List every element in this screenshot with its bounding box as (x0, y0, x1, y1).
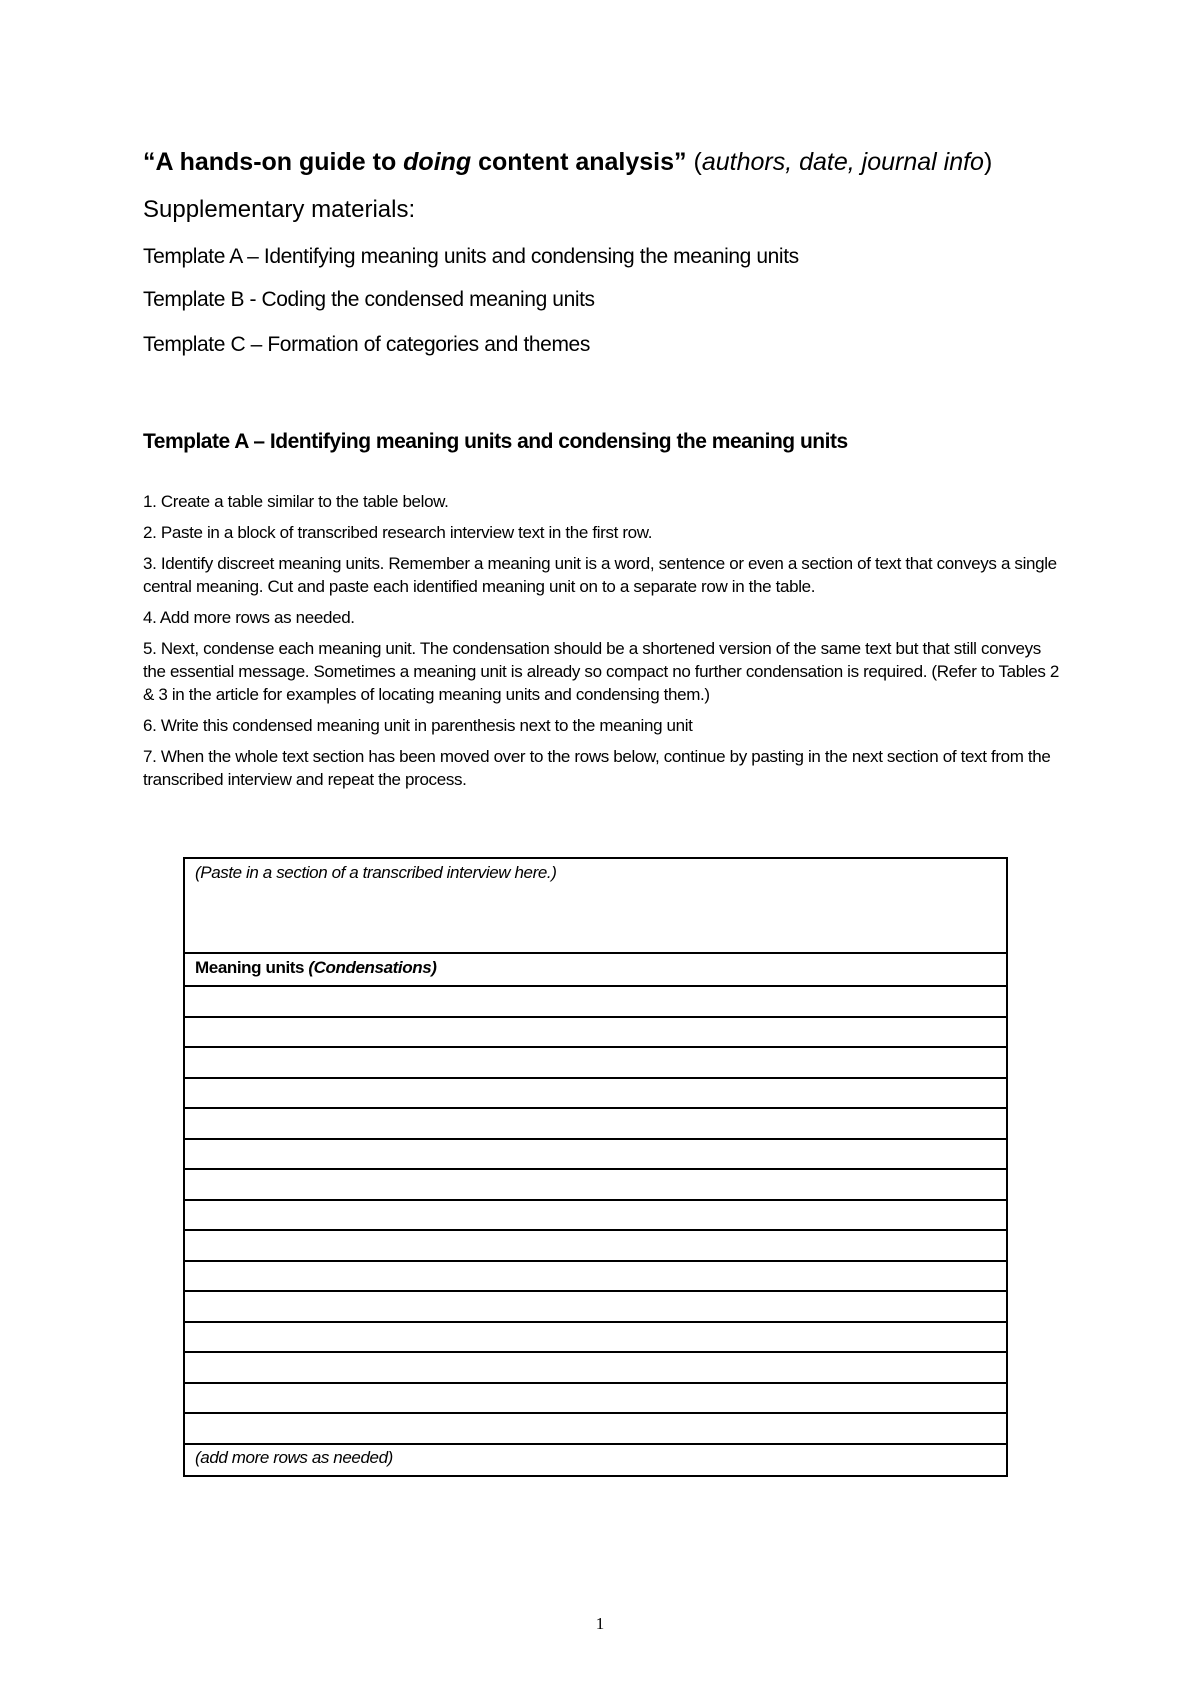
step-item: 6. Write this condensed meaning unit in parenthesis next to the meaning unit (143, 716, 693, 735)
section-heading: Template A – Identifying meaning units and condensing the meaning units (143, 430, 848, 453)
title-suffix: content analysis” (471, 148, 687, 176)
page-number: 1 (595, 1614, 605, 1633)
table-row[interactable] (185, 1048, 1006, 1079)
citation-close: ) (983, 148, 993, 176)
step-item: 2. Paste in a block of transcribed research interview text in the first row. (143, 523, 653, 542)
table-footer-note: (add more rows as needed) (195, 1447, 393, 1467)
table-header (185, 954, 1006, 987)
table-row[interactable] (185, 1262, 1006, 1293)
table-row[interactable] (185, 1353, 1006, 1384)
citation: authors, date, journal info (701, 148, 984, 176)
title-emphasis: doing (403, 148, 472, 176)
table-row[interactable] (185, 1140, 1006, 1171)
step-item: 3. Identify discreet meaning units. Remember a meaning unit is a word, sentence or even a section of text that conveys a single central meaning. Cut and paste each identified meaning unit on to a separate row in the table. (143, 554, 1057, 596)
table-row[interactable] (185, 1018, 1006, 1049)
citation-open: ( (686, 148, 702, 176)
step-item: 7. When the whole text section has been moved over to the rows below, continue by pasting in the next section of text from the transcribed interview and repeat the process. (143, 747, 1051, 789)
table-row[interactable] (185, 1414, 1006, 1445)
header-label: Meaning units (195, 958, 309, 977)
table-row[interactable] (185, 1384, 1006, 1415)
document-title (143, 148, 992, 177)
table-row[interactable] (185, 1292, 1006, 1323)
paste-cell[interactable]: (Paste in a section of a transcribed interview here.) (185, 859, 1006, 954)
title-prefix: “A hands-on guide to (143, 148, 404, 176)
table-row[interactable] (185, 1323, 1006, 1354)
contents-item-template-a: Template A – Identifying meaning units and condensing the meaning units (143, 245, 799, 268)
blank-rows (185, 987, 1006, 1445)
header-emphasis: (Condensations) (308, 958, 437, 977)
step-item: 1. Create a table similar to the table below. (143, 492, 449, 511)
table-row[interactable] (185, 1109, 1006, 1140)
contents-item-template-c: Template C – Formation of categories and themes (143, 333, 590, 356)
contents-item-template-b: Template B - Coding the condensed meaning units (143, 288, 595, 311)
template-table (183, 857, 1008, 1477)
table-row[interactable] (185, 1170, 1006, 1201)
supplementary-label: Supplementary materials: (143, 196, 416, 223)
step-item: 5. Next, condense each meaning unit. The condensation should be a shortened version of the same text but that still conveys the essential message. Sometimes a meaning unit is already so compact no further condensation is required. (Refer to Tables 2 & 3 in the article for examples of locating meaning units and condensing them.) (143, 639, 1060, 704)
table-row[interactable] (185, 987, 1006, 1018)
table-row[interactable] (185, 1231, 1006, 1262)
table-row[interactable] (185, 1079, 1006, 1110)
instruction-steps (143, 490, 1063, 799)
table-row[interactable] (185, 1201, 1006, 1232)
step-item: 4. Add more rows as needed. (143, 608, 355, 627)
